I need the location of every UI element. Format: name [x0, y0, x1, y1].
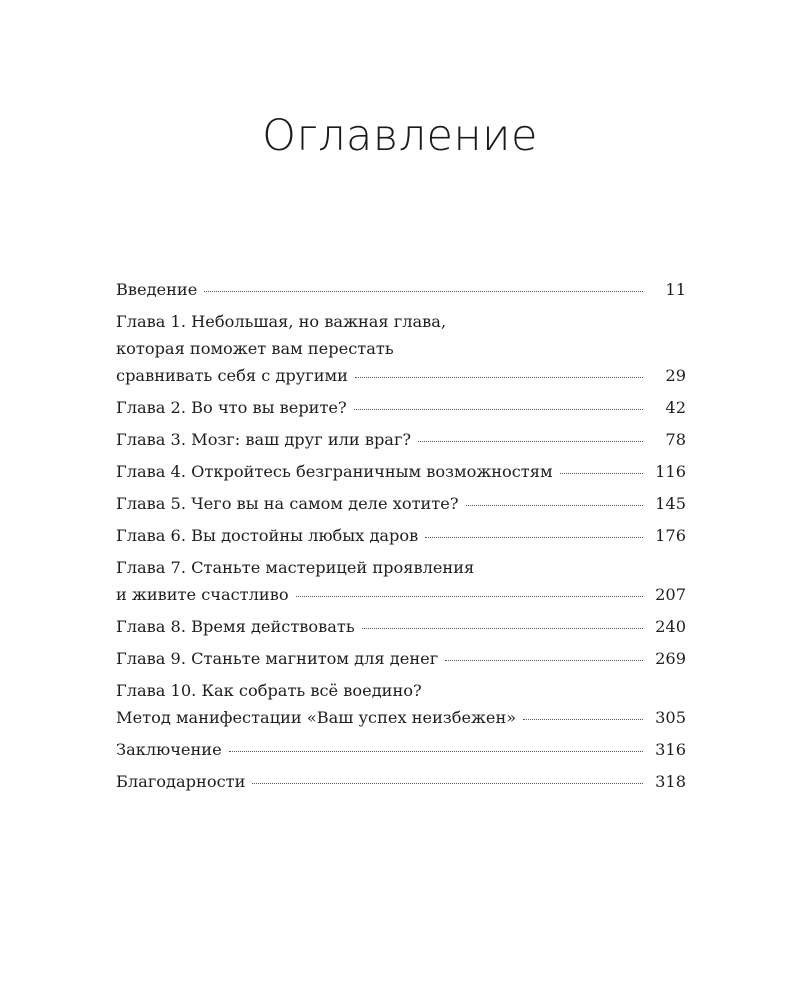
toc-entry-title: Заключение — [116, 740, 222, 759]
toc-line — [116, 704, 686, 731]
toc-line — [116, 554, 686, 581]
dot-leader — [204, 291, 643, 292]
toc-page-number: 116 — [655, 462, 686, 481]
toc-entry-chapter-6 — [116, 522, 686, 549]
dot-leader — [523, 719, 643, 720]
dot-leader — [445, 660, 643, 661]
toc-entry-title: Благодарности — [116, 772, 246, 791]
toc-line — [116, 522, 686, 549]
toc-line — [116, 768, 686, 795]
toc-page-number: 207 — [655, 585, 686, 604]
toc-line — [116, 645, 686, 672]
toc-entry-chapter-10 — [116, 677, 686, 731]
dot-leader — [418, 441, 643, 442]
toc-page-number: 145 — [655, 494, 686, 513]
toc-entry-chapter-2 — [116, 394, 686, 421]
dot-leader — [425, 537, 643, 538]
toc-line — [116, 362, 686, 389]
dot-leader — [466, 505, 643, 506]
toc-page-number: 316 — [655, 740, 686, 759]
toc-line — [116, 308, 686, 335]
toc-entry-chapter-7 — [116, 554, 686, 608]
dot-leader — [362, 628, 643, 629]
toc-page-number: 176 — [655, 526, 686, 545]
toc-line — [116, 581, 686, 608]
toc-entry-chapter-1 — [116, 308, 686, 389]
dot-leader — [560, 473, 643, 474]
toc-page-number: 78 — [665, 430, 686, 449]
dot-leader — [252, 783, 643, 784]
toc-entry-title: Глава 5. Чего вы на самом деле хотите? — [116, 494, 459, 513]
page-title: Оглавление — [262, 111, 538, 161]
toc-entry-title: и живите счастливо — [116, 585, 289, 604]
dot-leader — [354, 409, 643, 410]
toc-entry-chapter-3 — [116, 426, 686, 453]
toc-entry-chapter-9 — [116, 645, 686, 672]
toc-entry-title: Глава 8. Время действовать — [116, 617, 355, 636]
toc-line — [116, 490, 686, 517]
toc-line — [116, 276, 686, 303]
toc-entry-title: Глава 10. Как собрать всё воедино? — [116, 681, 422, 700]
toc-line — [116, 736, 686, 763]
toc-entry-chapter-4 — [116, 458, 686, 485]
toc-page-number: 318 — [655, 772, 686, 791]
toc-entry-title: сравнивать себя с другими — [116, 366, 348, 385]
toc-entry-title: которая поможет вам перестать — [116, 339, 394, 358]
dot-leader — [355, 377, 643, 378]
toc-line — [116, 458, 686, 485]
toc-entry-title: Глава 6. Вы достойны любых даров — [116, 526, 419, 545]
toc-entry-title: Глава 1. Небольшая, но важная глава, — [116, 312, 447, 331]
toc-line — [116, 677, 686, 704]
toc-entry-title: Метод манифестации «Ваш успех неизбежен» — [116, 708, 517, 727]
toc-entry-acknowledgements — [116, 768, 686, 795]
table-of-contents — [116, 276, 686, 795]
toc-entry-title: Введение — [116, 280, 198, 299]
toc-page-number: 305 — [655, 708, 686, 727]
toc-entry-chapter-5 — [116, 490, 686, 517]
toc-page-number: 42 — [665, 398, 686, 417]
toc-entry-title: Глава 7. Станьте мастерицей проявления — [116, 558, 475, 577]
toc-entry-title: Глава 3. Мозг: ваш друг или враг? — [116, 430, 412, 449]
toc-entry-title: Глава 2. Во что вы верите? — [116, 398, 347, 417]
toc-entry-title: Глава 4. Откройтесь безграничным возможностям — [116, 462, 553, 481]
dot-leader — [296, 596, 643, 597]
toc-entry-conclusion — [116, 736, 686, 763]
toc-line — [116, 335, 686, 362]
toc-line — [116, 613, 686, 640]
toc-entry-title: Глава 9. Станьте магнитом для денег — [116, 649, 439, 668]
toc-line — [116, 426, 686, 453]
toc-page-number: 11 — [665, 280, 686, 299]
toc-page-number: 269 — [655, 649, 686, 668]
toc-entry-introduction — [116, 276, 686, 303]
toc-page-number: 29 — [665, 366, 686, 385]
toc-page-number: 240 — [655, 617, 686, 636]
toc-line — [116, 394, 686, 421]
dot-leader — [229, 751, 643, 752]
toc-entry-chapter-8 — [116, 613, 686, 640]
